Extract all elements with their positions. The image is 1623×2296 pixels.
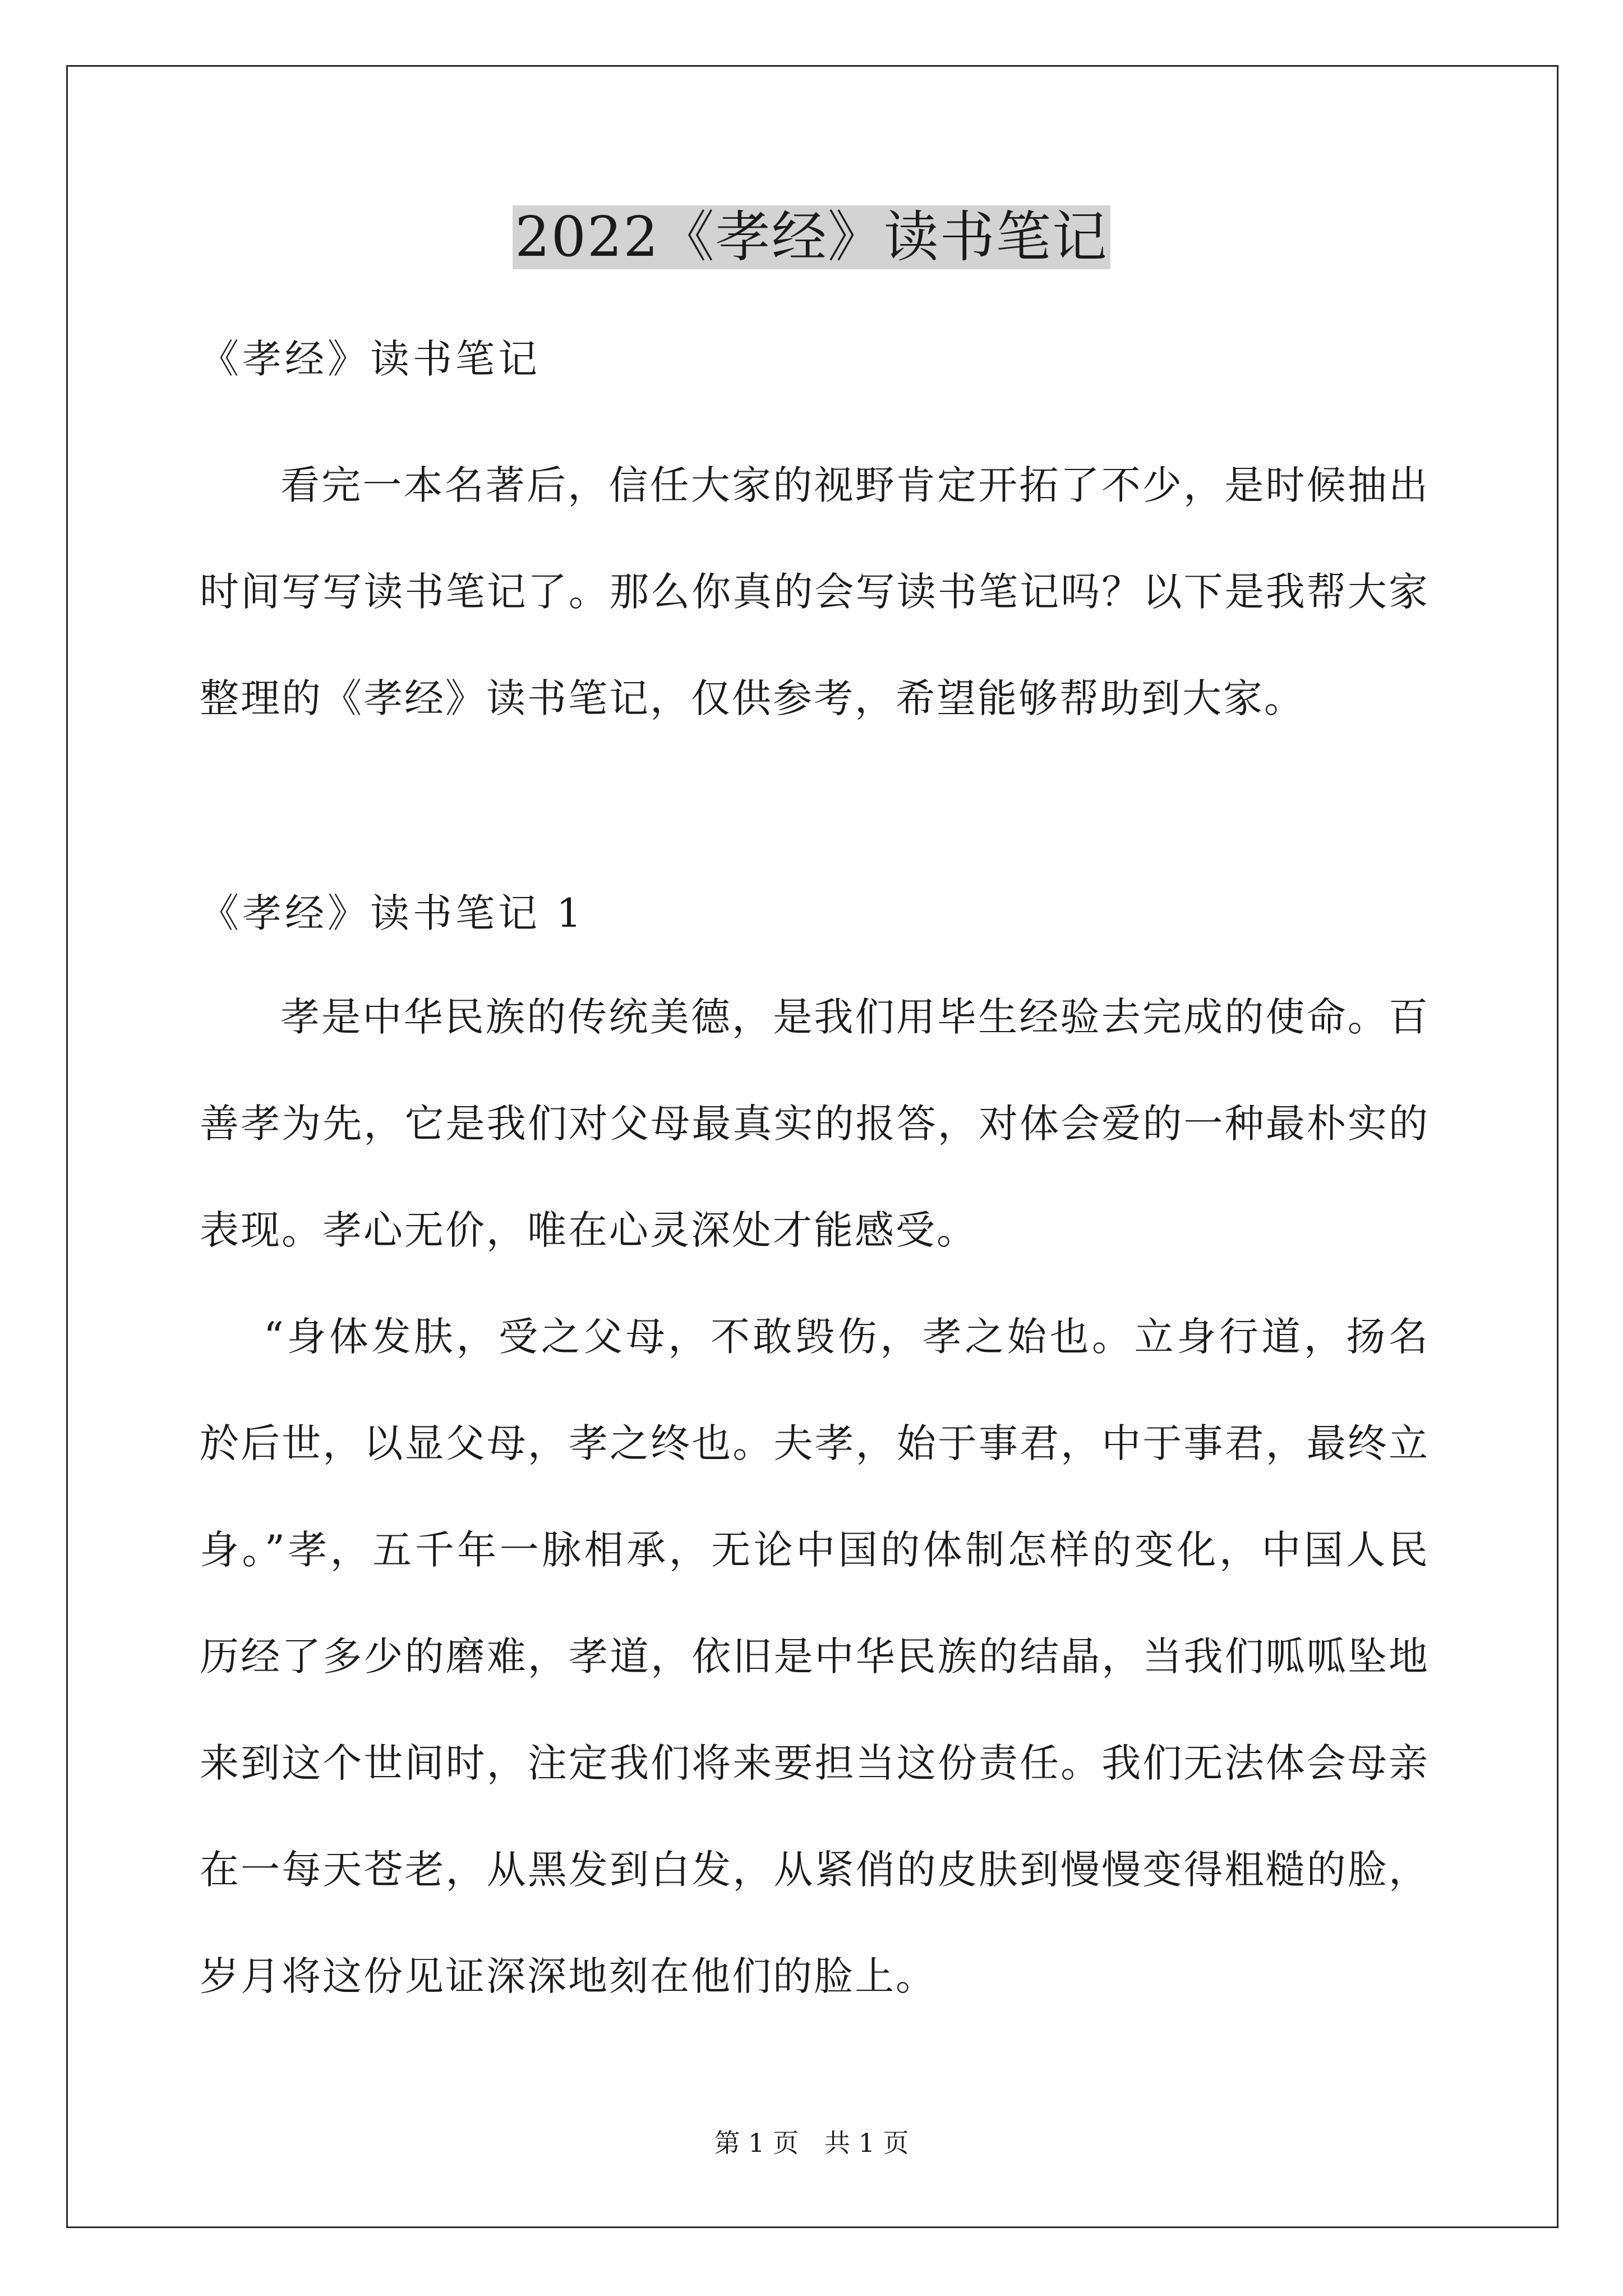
- title-text: 2022《孝经》读书笔记: [513, 205, 1110, 269]
- intro-line-2: 时间写写读书笔记了。那么你真的会写读书笔记吗？以下是我帮大家: [200, 569, 1428, 615]
- para2-line-5: 来到这个世间时，注定我们将来要担当这份责任。我们无法体会母亲: [200, 1740, 1428, 1786]
- para2-line-6: 在一每天苍老，从黑发到白发，从紧俏的皮肤到慢慢变得粗糙的脸，: [200, 1847, 1428, 1893]
- intro-line-3: 整理的《孝经》读书笔记，仅供参考，希望能够帮助到大家。: [200, 675, 1305, 721]
- section-heading-1: 《孝经》读书笔记 1: [200, 890, 585, 936]
- para2-line-7: 岁月将这份见证深深地刻在他们的脸上。: [200, 1953, 937, 1999]
- intro-heading: 《孝经》读书笔记: [200, 336, 541, 382]
- page-footer: 第 1 页 共 1 页: [714, 2128, 909, 2158]
- para2-line-2: 於后世，以显父母，孝之终也。夫孝，始于事君，中于事君，最终立: [200, 1420, 1428, 1466]
- document-title: [0, 201, 1623, 274]
- para1-line-1: 孝是中华民族的传统美德，是我们用毕生经验去完成的使命。百: [280, 994, 1428, 1040]
- para2-line-4: 历经了多少的磨难，孝道，依旧是中华民族的结晶，当我们呱呱坠地: [200, 1634, 1428, 1680]
- para1-line-2: 善孝为先，它是我们对父母最真实的报答，对体会爱的一种最朴实的: [200, 1101, 1428, 1147]
- para2-line-3: 身。”孝，五千年一脉相承，无论中国的体制怎样的变化，中国人民: [200, 1527, 1428, 1573]
- para2-line-1: “身体发肤，受之父母，不敢毁伤，孝之始也。立身行道，扬名: [264, 1314, 1428, 1360]
- para1-line-3: 表现。孝心无价，唯在心灵深处才能感受。: [200, 1207, 978, 1253]
- intro-line-1: 看完一本名著后，信任大家的视野肯定开拓了不少，是时候抽出: [280, 462, 1428, 508]
